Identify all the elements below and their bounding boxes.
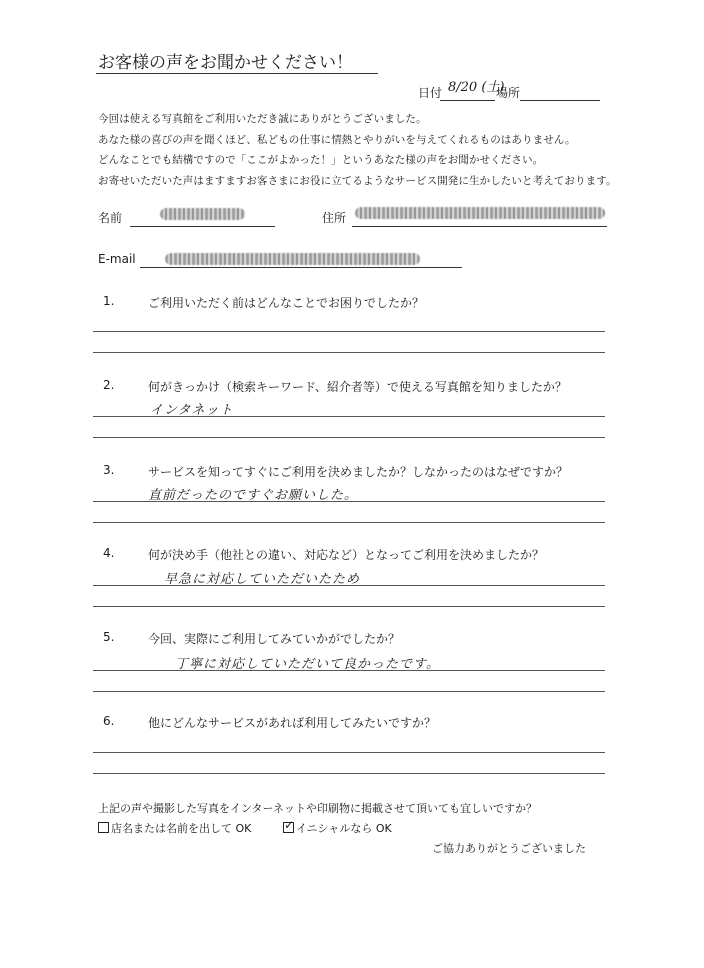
date-label: 日付	[418, 86, 443, 100]
name-label: 名前	[98, 211, 123, 225]
place-label: 場所	[496, 86, 521, 100]
question-5-number: 5.	[103, 630, 115, 644]
question-5-text: 今回、実際にご利用してみていかがでしたか？	[148, 632, 401, 646]
intro-line-4: お寄せいただいた声はますますお客さまにお役に立てるようなサービス開発に生かしたいと考えております。	[98, 175, 617, 187]
date-value: 8/20 (土)	[448, 80, 505, 95]
question-2-text: 何がきっかけ（検索キーワード、紹介者等）で使える写真館を知りましたか？	[148, 380, 567, 394]
consent-option-initials[interactable]	[283, 820, 392, 836]
answer-3-line-2	[93, 522, 605, 523]
answer-5-line-2	[93, 691, 605, 692]
email-label: E-mail	[98, 252, 136, 266]
address-underline	[352, 226, 607, 227]
answer-4-text: 早急に対応していただいたため	[164, 572, 361, 587]
intro-line-2: あなた様の喜びの声を聞くほど、私どもの仕事に情熱とやりがいを与えてくれるものはありません。	[98, 134, 576, 146]
checkbox-initials-ok[interactable]	[283, 822, 294, 833]
answer-1-line-2	[93, 352, 605, 353]
intro-line-1: 今回は使える写真館をご利用いただき誠にありがとうございました。	[98, 113, 427, 125]
answer-3-text: 直前だったのですぐお願いした。	[148, 488, 359, 503]
consent-option-name[interactable]	[98, 820, 251, 836]
question-6-text: 他にどんなサービスがあれば利用してみたいですか？	[148, 716, 437, 730]
title-underline	[96, 73, 378, 74]
question-1-text: ご利用いただく前はどんなことでお困りでしたか？	[148, 296, 425, 310]
email-redacted	[165, 253, 420, 265]
answer-6-line-2	[93, 773, 605, 774]
answer-5-text: 丁寧に対応していただいて良かったです。	[175, 657, 440, 672]
question-1-number: 1.	[103, 294, 115, 308]
answer-1-line-1	[93, 331, 605, 332]
answer-6-line-1	[93, 752, 605, 753]
place-underline	[520, 100, 600, 101]
thanks-text: ご協力ありがとうございました	[432, 842, 586, 855]
answer-3-line-1	[93, 501, 605, 502]
question-6-number: 6.	[103, 714, 115, 728]
question-3-text: サービスを知ってすぐにご利用を決めましたか？しなかったのはなぜですか？	[148, 465, 569, 479]
answer-2-line-1	[93, 416, 605, 417]
question-2-number: 2.	[103, 378, 115, 392]
question-4-number: 4.	[103, 546, 115, 560]
intro-line-3: どんなことでも結構ですので「ここがよかった！」というあなた様の声をお聞かせください。	[98, 154, 544, 166]
form-title: お客様の声をお聞かせください！	[98, 53, 353, 73]
name-underline	[130, 226, 275, 227]
question-3-number: 3.	[103, 463, 115, 477]
email-underline	[140, 267, 462, 268]
consent-option-initials-label: イニシャルなら OK	[296, 822, 392, 835]
name-redacted	[160, 208, 245, 220]
checkbox-name-ok[interactable]	[98, 822, 109, 833]
answer-2-text: インタネット	[150, 403, 234, 418]
answer-4-line-1	[93, 585, 605, 586]
consent-option-name-label: 店名または名前を出して OK	[111, 822, 252, 835]
address-redacted	[355, 207, 605, 219]
answer-2-line-2	[93, 437, 605, 438]
date-underline	[440, 100, 495, 101]
answer-4-line-2	[93, 606, 605, 607]
consent-question: 上記の声や撮影した写真をインターネットや印刷物に掲載させて頂いても宜しいですか？	[98, 802, 538, 815]
answer-5-line-1	[93, 670, 605, 671]
address-label: 住所	[322, 211, 347, 225]
question-4-text: 何が決め手（他社との違い、対応など）となってご利用を決めましたか？	[148, 548, 545, 562]
